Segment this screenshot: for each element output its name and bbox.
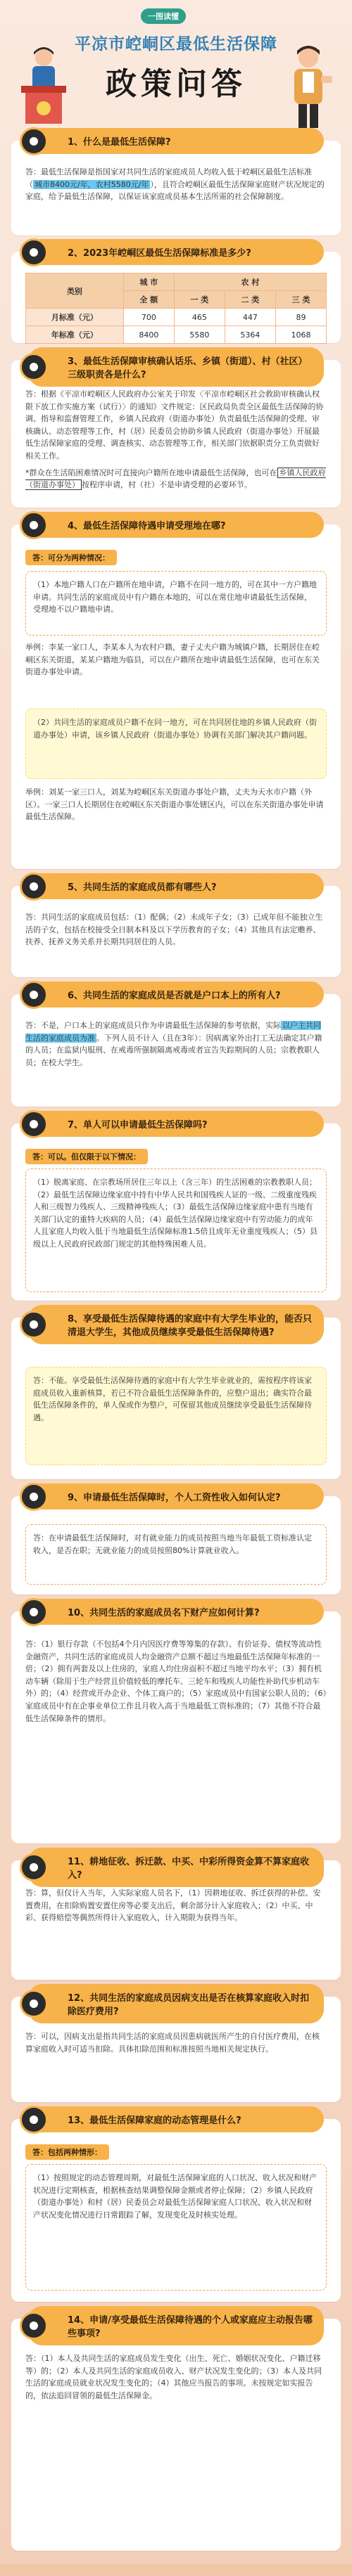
q9-question-text: 9、申请最低生活保障时，个人工资性收入如何认定? (68, 1493, 281, 1503)
q4-badge: 答：可分为两种情况： (25, 550, 117, 565)
bullet-icon (20, 511, 48, 539)
q8-answer-part: 答：不能。 (33, 1376, 72, 1385)
q14-card (11, 2315, 341, 2551)
q6-answer-part: 答：不是，户口本上的家庭成员只作为申请最低生活保障的参考依据，实际 (25, 1021, 281, 1030)
q5-answer: 答：共同生活的家庭成员包括：（1）配偶；（2）未成年子女；（3）已成年但不能独立生活的子女，包括在校接受全日制本科及以下学历教育的子女；（4）其他具有法定赡养、扶养、抚养义务关系并长期共同居住的人员。 (25, 913, 323, 947)
q12-question-text: 12、共同生活的家庭成员因病支出是否在核算家庭收入时扣除医疗费用? (68, 1993, 310, 2017)
bullet-icon (20, 2106, 48, 2134)
bullet-icon (20, 981, 48, 1009)
q13-question-text: 13、最低生活保障家庭的动态管理是什么? (68, 2115, 241, 2126)
table-cell: 5364 (225, 326, 275, 344)
q1-card (11, 137, 341, 236)
q11-card (11, 1857, 341, 1980)
bullet-icon (20, 1598, 48, 1626)
q8-answer-highlight: 单人保或作为整户 (103, 1400, 165, 1410)
q10-answer: 答：（1）银行存款（不包括4个月内因医疗费等筹集的存款）、有价证券、债权等流动性金融资产，共同生活的家庭成员人均金融资产总额不超过当地最低生活保障年标准的一倍；（2）拥有两套及以上住房的，家庭人均住房面积不超过当地平均水平；（3）拥有机动车辆（除用于生产经营且价值较低的摩托车、三轮车和残疾人功能性补助代步机动车外）的；（4）经营或开办企业、个体工商户的；（5）家庭成员中有国家公职人员的；（6）家庭成员中有在企事业单位工作且月收入高于当地最低工资标准的；（7）其他不符合最低生活保障条件的情形。 (25, 1640, 327, 1723)
q13-answer: （1）按照规定的动态管理周期，对最低生活保障家庭的人口状况、收入状况和财产状况进行定期核查，根据核查结果调整保障金额或者停止保障；（2）乡镇人民政府（街道办事处）和村（居）民委员会对最低生活保障家庭人口状况、收入状况和财产状况变化情况进行日常跟踪了解，发现变化及时核实处理。 (25, 2164, 327, 2291)
table-cell: 89 (275, 309, 326, 326)
bullet-icon (20, 353, 48, 381)
page-title: 政策问答 (106, 66, 246, 102)
eyebrow-badge: 一图读懂 (141, 8, 186, 24)
table-row-label: 月标准（元） (26, 309, 124, 326)
q14-answer: 答：（1）本人及共同生活的家庭成员发生变化（出生、死亡、婚姻状况变化、户籍迁移等）的；（2）本人及共同生活的家庭成员收入、财产状况发生变化的；（3）本人及共同生活的家庭成员就业状况发生变化的；（4）其他应当报告的事项。未按规定如实报告的，依法追回冒领的最低生活保障金。 (25, 2354, 322, 2400)
table-row-label: 年标准（元） (26, 326, 124, 344)
bullet-icon (20, 1310, 48, 1339)
bullet-icon (20, 1110, 48, 1138)
q6-answer-part: 。下列人员不计入（且在3年）：因病离家外出打工无法确定其户籍的人员；在监狱内服刑、在戒毒所强制隔离戒毒或者宣告失踪期间的人员；宗教教职人员；在校大学生。 (25, 1033, 322, 1067)
q10-question-text: 10、共同生活的家庭成员名下财产应如何计算? (68, 1608, 260, 1618)
q4-case-2 (25, 709, 327, 779)
q3-note (25, 467, 327, 491)
bullet-icon (20, 1990, 48, 2018)
table-header-category: 类别 (26, 273, 124, 309)
q13-badge: 答：包括两种情形： (25, 2144, 109, 2160)
table-subheader: 二 类 (225, 291, 275, 309)
table-header-city: 城 市 (123, 273, 174, 291)
podium-illustration (13, 42, 73, 127)
q4-example-2: 举例：刘某一家三口人，刘某为崆峒区东关街道办事处户籍，丈夫为天水市户籍（外区）。一家三口人长期居住在崆峒区东关街道办事处辖区内，可以在东关街道办事处申请最低生活保障。 (25, 787, 324, 822)
table-header-row (26, 273, 327, 291)
q10-card (11, 1608, 341, 1843)
q5-question-text: 5、共同生活的家庭成员都有哪些人? (68, 882, 217, 893)
q4-case-2-highlight: 可在共同居住地的乡镇人民政府（街道办事处） (33, 718, 317, 740)
q12-answer: 答：可以，因病支出是指共同生活的家庭成员因患病就医所产生的自付医疗费用，在核算家庭收入时可适当扣除。具体扣除范围和标准按照当地相关规定执行。 (25, 2032, 320, 2054)
q1-question-text: 1、什么是最低生活保障? (68, 137, 171, 148)
q7-answer: （1）脱离家庭、在宗教场所居住三年以上（含三年）的生活困难的宗教教职人员；（2）最低生活保障边缘家庭中持有中华人民共和国残疾人证的一级、二级重度残疾人和三级智力残疾人、三级精神残疾人；（3）最低生活保障边缘家庭中患有当地有关部门认定的重特大疾病的人员；（4）最低生活保障边缘家庭中有劳动能力的成年人且家庭人均收入低于当地最低生活保障标准1.5倍且成年无业重度残疾人；（5）县级以上人民政府民政部门规定的其他特殊困难人员。 (25, 1168, 327, 1292)
q9-answer (25, 1524, 327, 1585)
header (0, 0, 352, 145)
q6-card (11, 991, 341, 1107)
q1-answer-part: ），且符合崆峒区最低生活保障家庭财产状况规定的家庭，给予最低生活保障，以保证该家庭成员基本生活所需的社会保障制度。 (25, 179, 325, 202)
bullet-icon (20, 238, 48, 266)
q4-question (28, 512, 324, 538)
q4-case-1 (25, 571, 327, 636)
q5-card (11, 882, 341, 977)
q14-question (28, 2306, 324, 2345)
table-row (26, 309, 327, 326)
q12-card (11, 1993, 341, 2102)
q8-question-text: 8、享受最低生活保障待遇的家庭中有大学生毕业的，能否只清退大学生，其他成员继续享受最低生活保障待遇? (68, 1314, 313, 1338)
table-subheader: 三 类 (275, 291, 326, 309)
q2-question (28, 239, 324, 265)
q7-badge: 答：可以。但仅限于以下情况： (25, 1149, 148, 1164)
q1-answer-highlight: 城市8400元/年，农村5580元/年 (34, 179, 149, 189)
q8-answer-highlight: 享受最低生活保障待遇的家庭中有大学生毕业就业的 (72, 1376, 250, 1385)
q4-case-1-part: 申请。共同生活的家庭成员中有户籍在本地的，可以在常住地申请最低生活保障，受理地不以户籍地申请。 (33, 592, 312, 614)
q4-case-1-part: （1）本地户籍人口在户籍所在地申请，户籍不在同一地方的， (33, 580, 247, 589)
q6-question (28, 981, 324, 1007)
q9-answer-part: 计算就业收入。 (189, 1545, 244, 1555)
q3-answer-text: 答：根据《平凉市崆峒区人民政府办公室关于印发〈平凉市崆峒区社会救助审核确认权限下放工作实施方案（试行）〉的通知》文件规定：区民政局负责全区最低生活保障的协调、指导和监督管理工作，乡镇人民政府（街道办事处）负责最低生活保障的受理、审核确认、动态管理等工作，村（居）民委员会协助乡镇人民政府（街道办事处）开展最低生活保障家庭的受理、调查核实、动态管理等工作，相关部门依据职责分工负责做好相关工作。 (25, 389, 324, 461)
q9-answer-highlight: 当地当年最低工资标准 (219, 1533, 296, 1543)
table-subheader: 一 类 (174, 291, 225, 309)
q9-question (28, 1483, 324, 1509)
q8-answer (25, 1367, 327, 1465)
q3-note-highlight: 乡镇人民政府（街道办事处） (25, 468, 326, 490)
table-header-rural: 农 村 (174, 273, 326, 291)
q4-case-1-highlight: 可在其中一方户籍地 (247, 580, 317, 589)
q12-question (28, 1984, 324, 2023)
q6-question-text: 6、共同生活的家庭成员是否就是户口本上的所有人? (68, 991, 281, 1001)
q2-question-text: 2、2023年崆峒区最低生活保障标准是多少? (68, 248, 251, 259)
bullet-icon (20, 1853, 48, 1881)
table-cell: 8400 (123, 326, 174, 344)
standards-table (25, 273, 327, 344)
q4-case-2-part: （2）共同生活的家庭成员户籍不在同一地方， (33, 718, 193, 727)
q10-question (28, 1599, 324, 1625)
table-subheader: 全 额 (123, 291, 174, 309)
q8-question (28, 1305, 324, 1344)
table-cell: 5580 (174, 326, 225, 344)
q11-answer: 答：算，但仅计入当年，入实际家庭人员名下，（1）因耕地征收、拆迁获得的补偿、安置费用，在扣除购置安置住房等必要支出后，剩余部分计入家庭收入；（2）中买、中彩、获得赔偿等偶然所得计入家庭收入，计入期限为获得当年。 (25, 1888, 321, 1923)
q5-question (28, 873, 324, 899)
q9-answer-part: 答：在申请最低生活保障时，对有就业能力的成员按照 (33, 1533, 219, 1543)
q3-card (11, 356, 341, 508)
q11-question (28, 1848, 324, 1887)
q4-card (11, 521, 341, 869)
q8-answer-part: ，可保留其他成员继续享受最低生活保障待遇。 (33, 1400, 312, 1422)
q7-question (28, 1111, 324, 1137)
q8-card (11, 1314, 341, 1479)
bullet-icon (20, 1483, 48, 1511)
table-cell: 1068 (275, 326, 326, 344)
q8-answer-part: ，需按程序将该家庭成员收入重新核算，若已不符合最低生活保障条件的，应整户退出；确实符合最低生活保障条件的， (33, 1376, 312, 1410)
q1-question (28, 128, 324, 154)
q9-card (11, 1493, 341, 1595)
q3-question-text: 3、最低生活保障审核确认话乐、乡镇（街道）、村（社区）三级职责各是什么? (68, 356, 308, 380)
table-cell: 447 (225, 309, 275, 326)
q11-question-text: 11、耕地征收、拆迁款、中买、中彩所得资金算不算家庭收入? (68, 1857, 310, 1881)
speaker-illustration (273, 39, 344, 131)
q6-answer-highlight: 以户主共同生活的家庭成员为准 (25, 1021, 321, 1043)
q2-card (11, 248, 341, 343)
q4-case-2-part: 申请，该乡镇人民政府（街道办事处）协调有关部门解决其户籍问题。 (72, 730, 312, 740)
page-subtitle: 平凉市崆峒区最低生活保障 (75, 35, 277, 53)
q4-question-text: 4、最低生活保障待遇申请受理地在哪? (68, 521, 226, 532)
bullet-icon (20, 872, 48, 901)
q9-answer-highlight: 80% (172, 1545, 190, 1555)
q7-card (11, 1120, 341, 1301)
q1-answer-part: 答：最低生活保障是指国家对共同生活的家庭成员人均收入低于崆峒区最低生活标准（ (25, 167, 312, 189)
q3-note-part: *群众在生活陷困难情况时可直接向户籍所在地申请最低生活保障，也可在 (25, 468, 277, 477)
table-row (26, 326, 327, 344)
q9-answer-part: 认定收入，是否在职；无就业能力的成员按照 (33, 1533, 312, 1555)
table-cell: 700 (123, 309, 174, 326)
q3-answer (25, 388, 327, 491)
table-cell: 465 (174, 309, 225, 326)
q7-question-text: 7、单人可以申请最低生活保障吗? (68, 1120, 208, 1131)
q3-note-part: 按程序申请，村（社）不是申请受理的必要环节。 (82, 480, 252, 490)
q6-answer (25, 1019, 327, 1069)
bullet-icon (20, 2312, 48, 2340)
footer-bar (0, 2563, 352, 2576)
q13-card (11, 2115, 341, 2302)
q14-question-text: 14、申请/享受最低生活保障待遇的个人或家庭应主动报告哪些事项? (68, 2315, 313, 2339)
q3-question (28, 347, 324, 387)
q13-question (28, 2106, 324, 2132)
q4-example-1: 举例：李某一家口人，李某本人为农村户籍，妻子丈夫户籍为城镇户籍，长期居住在崆峒区东关街道，某某户籍地为临县，可以在户籍所在地申请最低生活保障，也可在东关街道办事处申请。 (25, 643, 320, 677)
bullet-icon (20, 127, 48, 155)
q1-answer (25, 166, 327, 203)
